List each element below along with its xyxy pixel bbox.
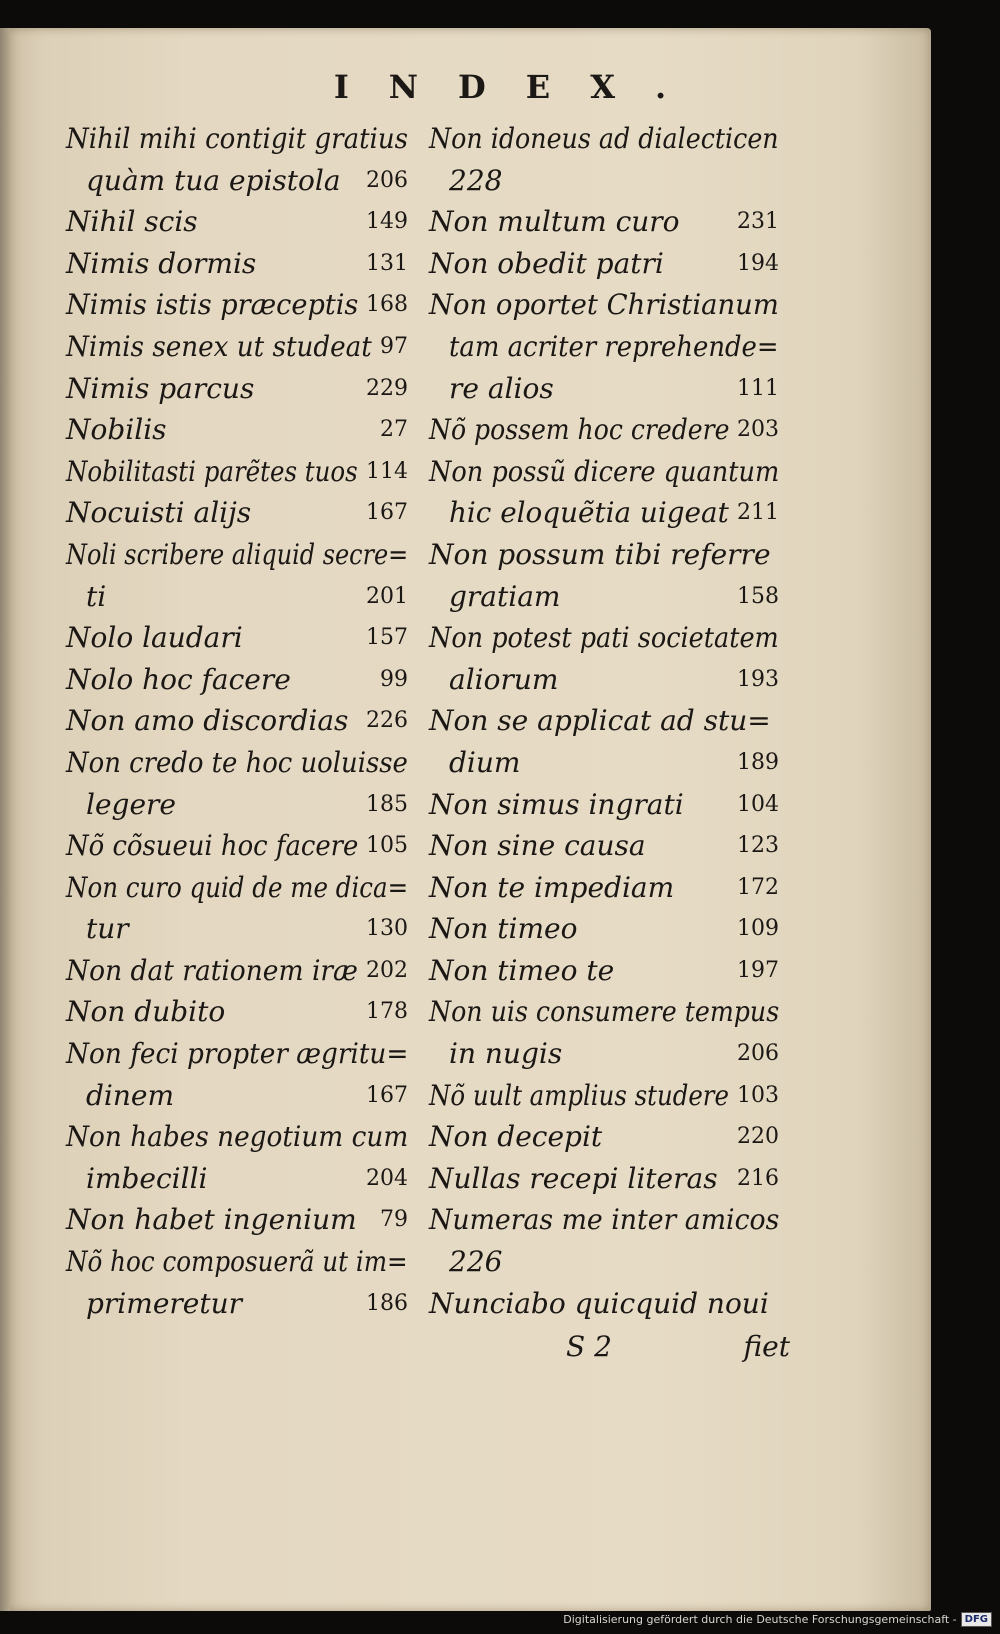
entry-page: 79 <box>380 1207 408 1233</box>
entry-text: Nimis istis præceptis <box>66 288 359 322</box>
entry-text: Non sine causa <box>429 829 646 863</box>
index-entry <box>429 617 779 659</box>
index-entry <box>66 451 408 493</box>
index-entry <box>66 409 408 451</box>
entry-text: Nõ possem hoc credere <box>429 413 730 447</box>
entry-page: 27 <box>380 417 408 443</box>
entry-text: Nolo laudari <box>66 621 243 655</box>
index-entry <box>429 659 779 701</box>
entry-page: 172 <box>737 874 779 900</box>
dfg-logo: DFG <box>961 1612 992 1627</box>
entry-text: Non potest pati societatem <box>429 621 779 655</box>
entry-text: Non dat rationem iræ <box>66 953 358 987</box>
entry-text: imbecilli <box>86 1161 208 1195</box>
entry-page: 109 <box>737 916 779 942</box>
index-entry <box>66 243 408 285</box>
entry-page: 105 <box>366 833 408 859</box>
entry-page: 123 <box>737 833 779 859</box>
index-entry <box>66 326 408 368</box>
entry-page: 194 <box>737 250 779 276</box>
page-edge <box>0 28 10 1611</box>
entry-text: quàm tua epistola <box>86 163 341 197</box>
entry-page: 114 <box>366 458 408 484</box>
index-entry <box>429 1199 779 1241</box>
entry-page: 226 <box>366 708 408 734</box>
entry-text: Non simus ingrati <box>429 787 684 821</box>
entry-page: 131 <box>366 250 408 276</box>
entry-text: Nimis parcus <box>66 371 255 405</box>
index-entry <box>429 201 779 243</box>
index-entry <box>429 825 779 867</box>
entry-text: Nobilis <box>66 413 167 447</box>
index-entry <box>66 492 408 534</box>
index-entry <box>66 1241 408 1283</box>
index-entry <box>66 576 408 618</box>
index-entry <box>66 1116 408 1158</box>
entry-text: gratiam <box>449 579 561 613</box>
index-entry <box>66 991 408 1033</box>
entry-text: Non idoneus ad dialecticen <box>429 122 779 155</box>
entry-text: in nugis <box>449 1037 563 1071</box>
index-entry <box>429 908 779 950</box>
entry-text: dinem <box>86 1078 175 1112</box>
entry-text: Nõ hoc composuerã ut im= <box>66 1245 408 1279</box>
index-entry <box>66 867 408 909</box>
index-column-left <box>66 118 408 1324</box>
index-entry <box>429 451 779 493</box>
entry-text: Non obedit patri <box>429 246 664 280</box>
entry-text: Non te impediam <box>429 870 675 904</box>
entry-page: 193 <box>737 666 779 692</box>
index-entry <box>66 700 408 742</box>
entry-text: primeretur <box>86 1286 243 1320</box>
index-entry <box>429 409 779 451</box>
index-entry <box>66 1158 408 1200</box>
entry-text: Nihil mihi contigit gratius <box>66 122 408 155</box>
entry-text: ti <box>86 579 107 613</box>
index-entry <box>66 1199 408 1241</box>
index-column-right <box>429 118 779 1324</box>
entry-page: 99 <box>380 666 408 692</box>
entry-text: Non possum tibi referre <box>429 537 771 571</box>
page-header: INDEX. <box>333 68 707 106</box>
entry-text: Nunciabo quicquid noui <box>429 1286 769 1320</box>
entry-text: tam acriter reprehende= <box>449 329 779 363</box>
index-entry <box>66 1075 408 1117</box>
entry-page: 130 <box>366 916 408 942</box>
entry-page: 203 <box>737 417 779 443</box>
entry-text: Nimis senex ut studeat <box>66 329 372 363</box>
entry-page: 167 <box>366 1082 408 1108</box>
entry-text: Non se applicat ad stu= <box>429 704 771 738</box>
index-entry <box>429 534 779 576</box>
index-entry <box>66 201 408 243</box>
entry-page: 211 <box>737 500 779 526</box>
entry-text: Nobilitasti parẽtes tuos <box>66 454 358 488</box>
entry-text: Nõ uult amplius studere <box>429 1078 729 1112</box>
entry-page: 204 <box>366 1165 408 1191</box>
index-entry <box>429 1033 779 1075</box>
signature-mark: S 2 <box>566 1330 612 1363</box>
entry-page: 216 <box>737 1165 779 1191</box>
entry-text: Non credo te hoc uoluisse <box>66 745 408 779</box>
index-entry <box>429 1283 779 1325</box>
index-entry <box>429 1241 779 1283</box>
index-entry <box>66 368 408 410</box>
index-entry <box>429 576 779 618</box>
entry-text: hic eloquẽtia uigeat <box>449 496 729 530</box>
entry-text: aliorum <box>449 662 559 696</box>
index-entry <box>429 118 779 160</box>
footer <box>563 1610 992 1628</box>
entry-text: Non timeo <box>429 912 578 946</box>
signature-line <box>560 1330 790 1370</box>
index-entry <box>429 284 779 326</box>
entry-text: Non amo discordias <box>66 704 349 738</box>
index-entry <box>429 742 779 784</box>
entry-page: 185 <box>366 791 408 817</box>
index-entry <box>66 534 408 576</box>
entry-page: 178 <box>366 999 408 1025</box>
index-entry <box>429 160 779 202</box>
index-entry <box>66 659 408 701</box>
index-entry <box>66 1283 408 1325</box>
index-entry <box>429 991 779 1033</box>
index-entry <box>66 284 408 326</box>
entry-page: 206 <box>366 167 408 193</box>
entry-page: 149 <box>366 209 408 235</box>
entry-text: Non feci propter ægritu= <box>66 1037 409 1071</box>
entry-page: 103 <box>737 1082 779 1108</box>
entry-text: legere <box>86 787 176 821</box>
entry-page: 197 <box>737 957 779 983</box>
entry-text: Non multum curo <box>429 205 680 239</box>
index-entry <box>66 742 408 784</box>
entry-text: tur <box>86 912 129 946</box>
index-entry <box>429 492 779 534</box>
entry-text: Non habes negotium cum <box>66 1120 409 1154</box>
entry-text: Non uis consumere tempus <box>429 995 780 1029</box>
entry-text: Non oportet Christianum <box>429 288 779 322</box>
index-entry <box>66 118 408 160</box>
entry-page: 231 <box>737 209 779 235</box>
entry-page: 202 <box>366 957 408 983</box>
entry-text: Non decepit <box>429 1120 603 1154</box>
footer-text: Digitalisierung gefördert durch die Deutsche Forschungsgemeinschaft - <box>563 1612 957 1626</box>
index-entry <box>66 950 408 992</box>
entry-text: Non habet ingenium <box>66 1203 357 1237</box>
index-entry <box>66 617 408 659</box>
index-entry <box>429 867 779 909</box>
entry-page: 220 <box>737 1124 779 1150</box>
entry-text: Non timeo te <box>429 953 615 987</box>
entry-page: 229 <box>366 375 408 401</box>
entry-page: 206 <box>737 1041 779 1067</box>
entry-text: Numeras me inter amicos <box>429 1203 780 1237</box>
index-entry <box>429 700 779 742</box>
entry-page: 157 <box>366 625 408 651</box>
index-entry <box>66 1033 408 1075</box>
index-entry <box>429 243 779 285</box>
entry-page: 186 <box>366 1290 408 1316</box>
entry-page: 201 <box>366 583 408 609</box>
entry-text: Nõ cõsueui hoc facere <box>66 829 359 863</box>
index-entry <box>429 950 779 992</box>
entry-text: Non possũ dicere quantum <box>429 454 780 488</box>
entry-text: re alios <box>449 371 554 405</box>
index-entry <box>429 1075 779 1117</box>
index-entry <box>66 160 408 202</box>
index-entry <box>429 368 779 410</box>
entry-text: 226 <box>449 1245 503 1279</box>
entry-page: 167 <box>366 500 408 526</box>
entry-page: 168 <box>366 292 408 318</box>
index-entry <box>66 784 408 826</box>
index-entry <box>429 784 779 826</box>
index-entry <box>429 1116 779 1158</box>
index-entry <box>66 825 408 867</box>
entry-text: Nihil scis <box>66 205 198 239</box>
index-entry <box>66 908 408 950</box>
entry-text: Non curo quid de me dica= <box>66 870 409 904</box>
index-entry <box>429 1158 779 1200</box>
entry-text: Nocuisti alijs <box>66 496 252 530</box>
entry-text: Noli scribere aliquid secre= <box>66 537 409 571</box>
entry-page: 158 <box>737 583 779 609</box>
entry-text: Nolo hoc facere <box>66 662 291 696</box>
entry-text: Non dubito <box>66 995 226 1029</box>
entry-text: dium <box>449 745 521 779</box>
entry-page: 104 <box>737 791 779 817</box>
entry-page: 97 <box>380 333 408 359</box>
entry-text: Nullas recepi literas <box>429 1161 718 1195</box>
entry-text: Nimis dormis <box>66 246 257 280</box>
catchword: fiet <box>743 1330 790 1363</box>
entry-text: 228 <box>449 163 503 197</box>
index-entry <box>429 326 779 368</box>
entry-page: 111 <box>737 375 779 401</box>
entry-page: 189 <box>737 749 779 775</box>
